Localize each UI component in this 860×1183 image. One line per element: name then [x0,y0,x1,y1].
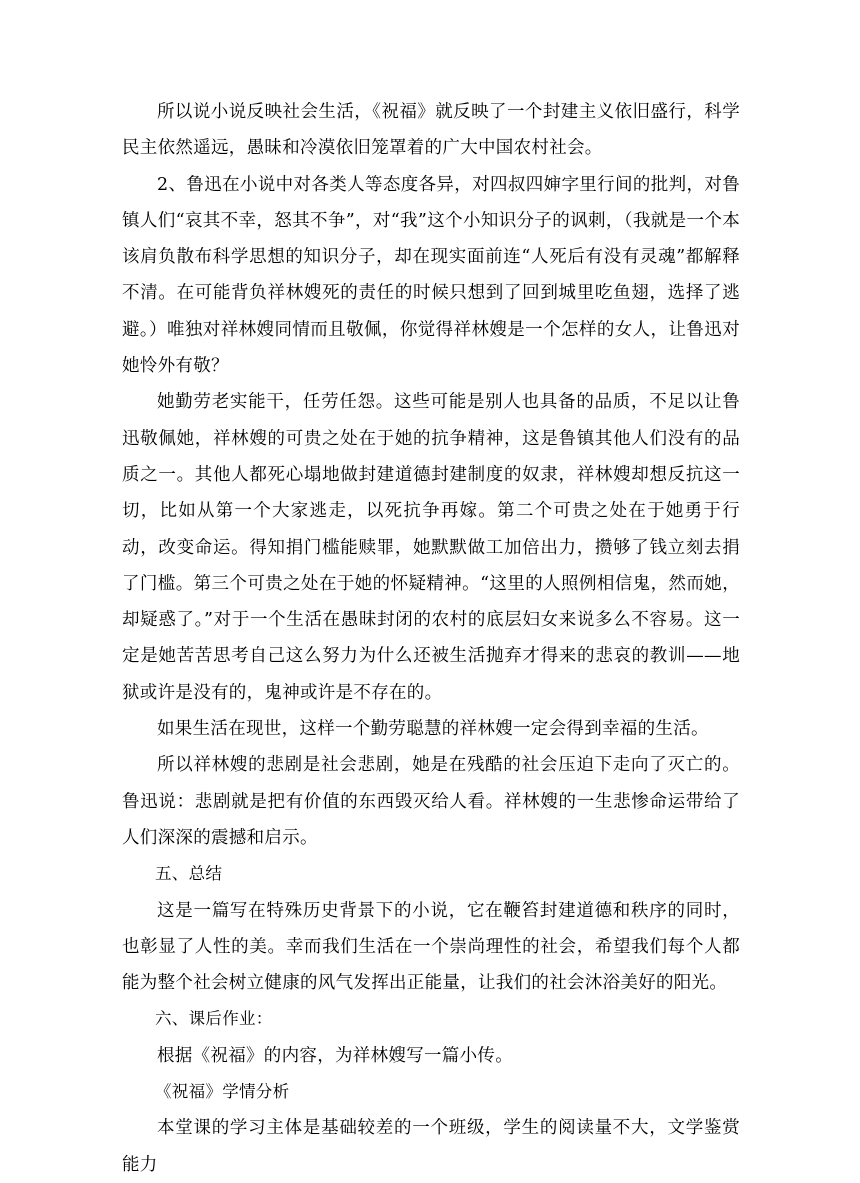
section-title-learning-analysis: 《祝福》学情分析 [155,1082,290,1102]
paragraph-question-2: 2、鲁迅在小说中对各类人等态度各异，对四叔四婶字里行间的批判，对鲁镇人们“哀其不幸，怒其不争”，对“我”这个小知识分子的讽刺，（我就是一个本该肩负散布科学思想的知识分子，却在现实面前连“人死后有没有灵魂”都解释不清。在可能背负祥林嫂死的责任的时候只想到了回到城里吃鱼翅，选择了逃避。）唯独对祥林嫂同情而且敬佩，你觉得祥林嫂是一个怎样的女人，让鲁迅对她怜外有敬？ [122,174,740,377]
section-heading-summary: 五、总结 [155,864,223,884]
paragraph-homework: 根据《祝福》的内容，为祥林嫂写一篇小传。 [157,1045,513,1066]
paragraph-modern-life: 如果生活在现世，这样一个勤劳聪慧的祥林嫂一定会得到幸福的生活。 [157,719,709,740]
paragraph-learning-analysis: 本堂课的学习主体是基础较差的一个班级，学生的阅读量不大，文学鉴赏能力 [122,1118,740,1175]
paragraph-tragedy: 所以祥林嫂的悲剧是社会悲剧，她是在残酷的社会压迫下走向了灭亡的。鲁迅说：悲剧就是把有价值的东西毁灭给人看。祥林嫂的一生悲惨命运带给了人们深深的震撼和启示。 [122,755,740,848]
document-page [122,94,740,1183]
paragraph-conclusion: 这是一篇写在特殊历史背景下的小说，它在鞭笞封建道德和秩序的同时，也彰显了人性的美。幸而我们生活在一个崇尚理性的社会，希望我们每个人都能为整个社会树立健康的风气发挥出正能量，让我们的社会沐浴美好的阳光。 [122,900,740,994]
paragraph-summary: 所以说小说反映社会生活，《祝福》就反映了一个封建主义依旧盛行，科学民主依然遥远，愚昧和冷漠依旧笼罩着的广大中国农村社会。 [122,102,740,159]
paragraph-answer: 她勤劳老实能干，任劳任怨。这些可能是别人也具备的品质，不足以让鲁迅敬佩她，祥林嫂的可贵之处在于她的抗争精神，这是鲁镇其他人们没有的品质之一。其他人都死心塌地做封建道德封建制度的奴隶，祥林嫂却想反抗这一切，比如从第一个大家逃走，以死抗争再嫁。第二个可贵之处在于她勇于行动，改变命运。得知捐门槛能赎罪，她默默做工加倍出力，攒够了钱立刻去捐了门槛。第三个可贵之处在于她的怀疑精神。“这里的人照例相信鬼，然而她，却疑惑了。”对于一个生活在愚昧封闭的农村的底层妇女来说多么不容易。这一定是她苦苦思考自己这么努力为什么还被生活抛弃才得来的悲哀的教训——地狱或许是没有的，鬼神或许是不存在的。 [122,392,740,703]
section-heading-homework: 六、课后作业： [155,1009,273,1029]
